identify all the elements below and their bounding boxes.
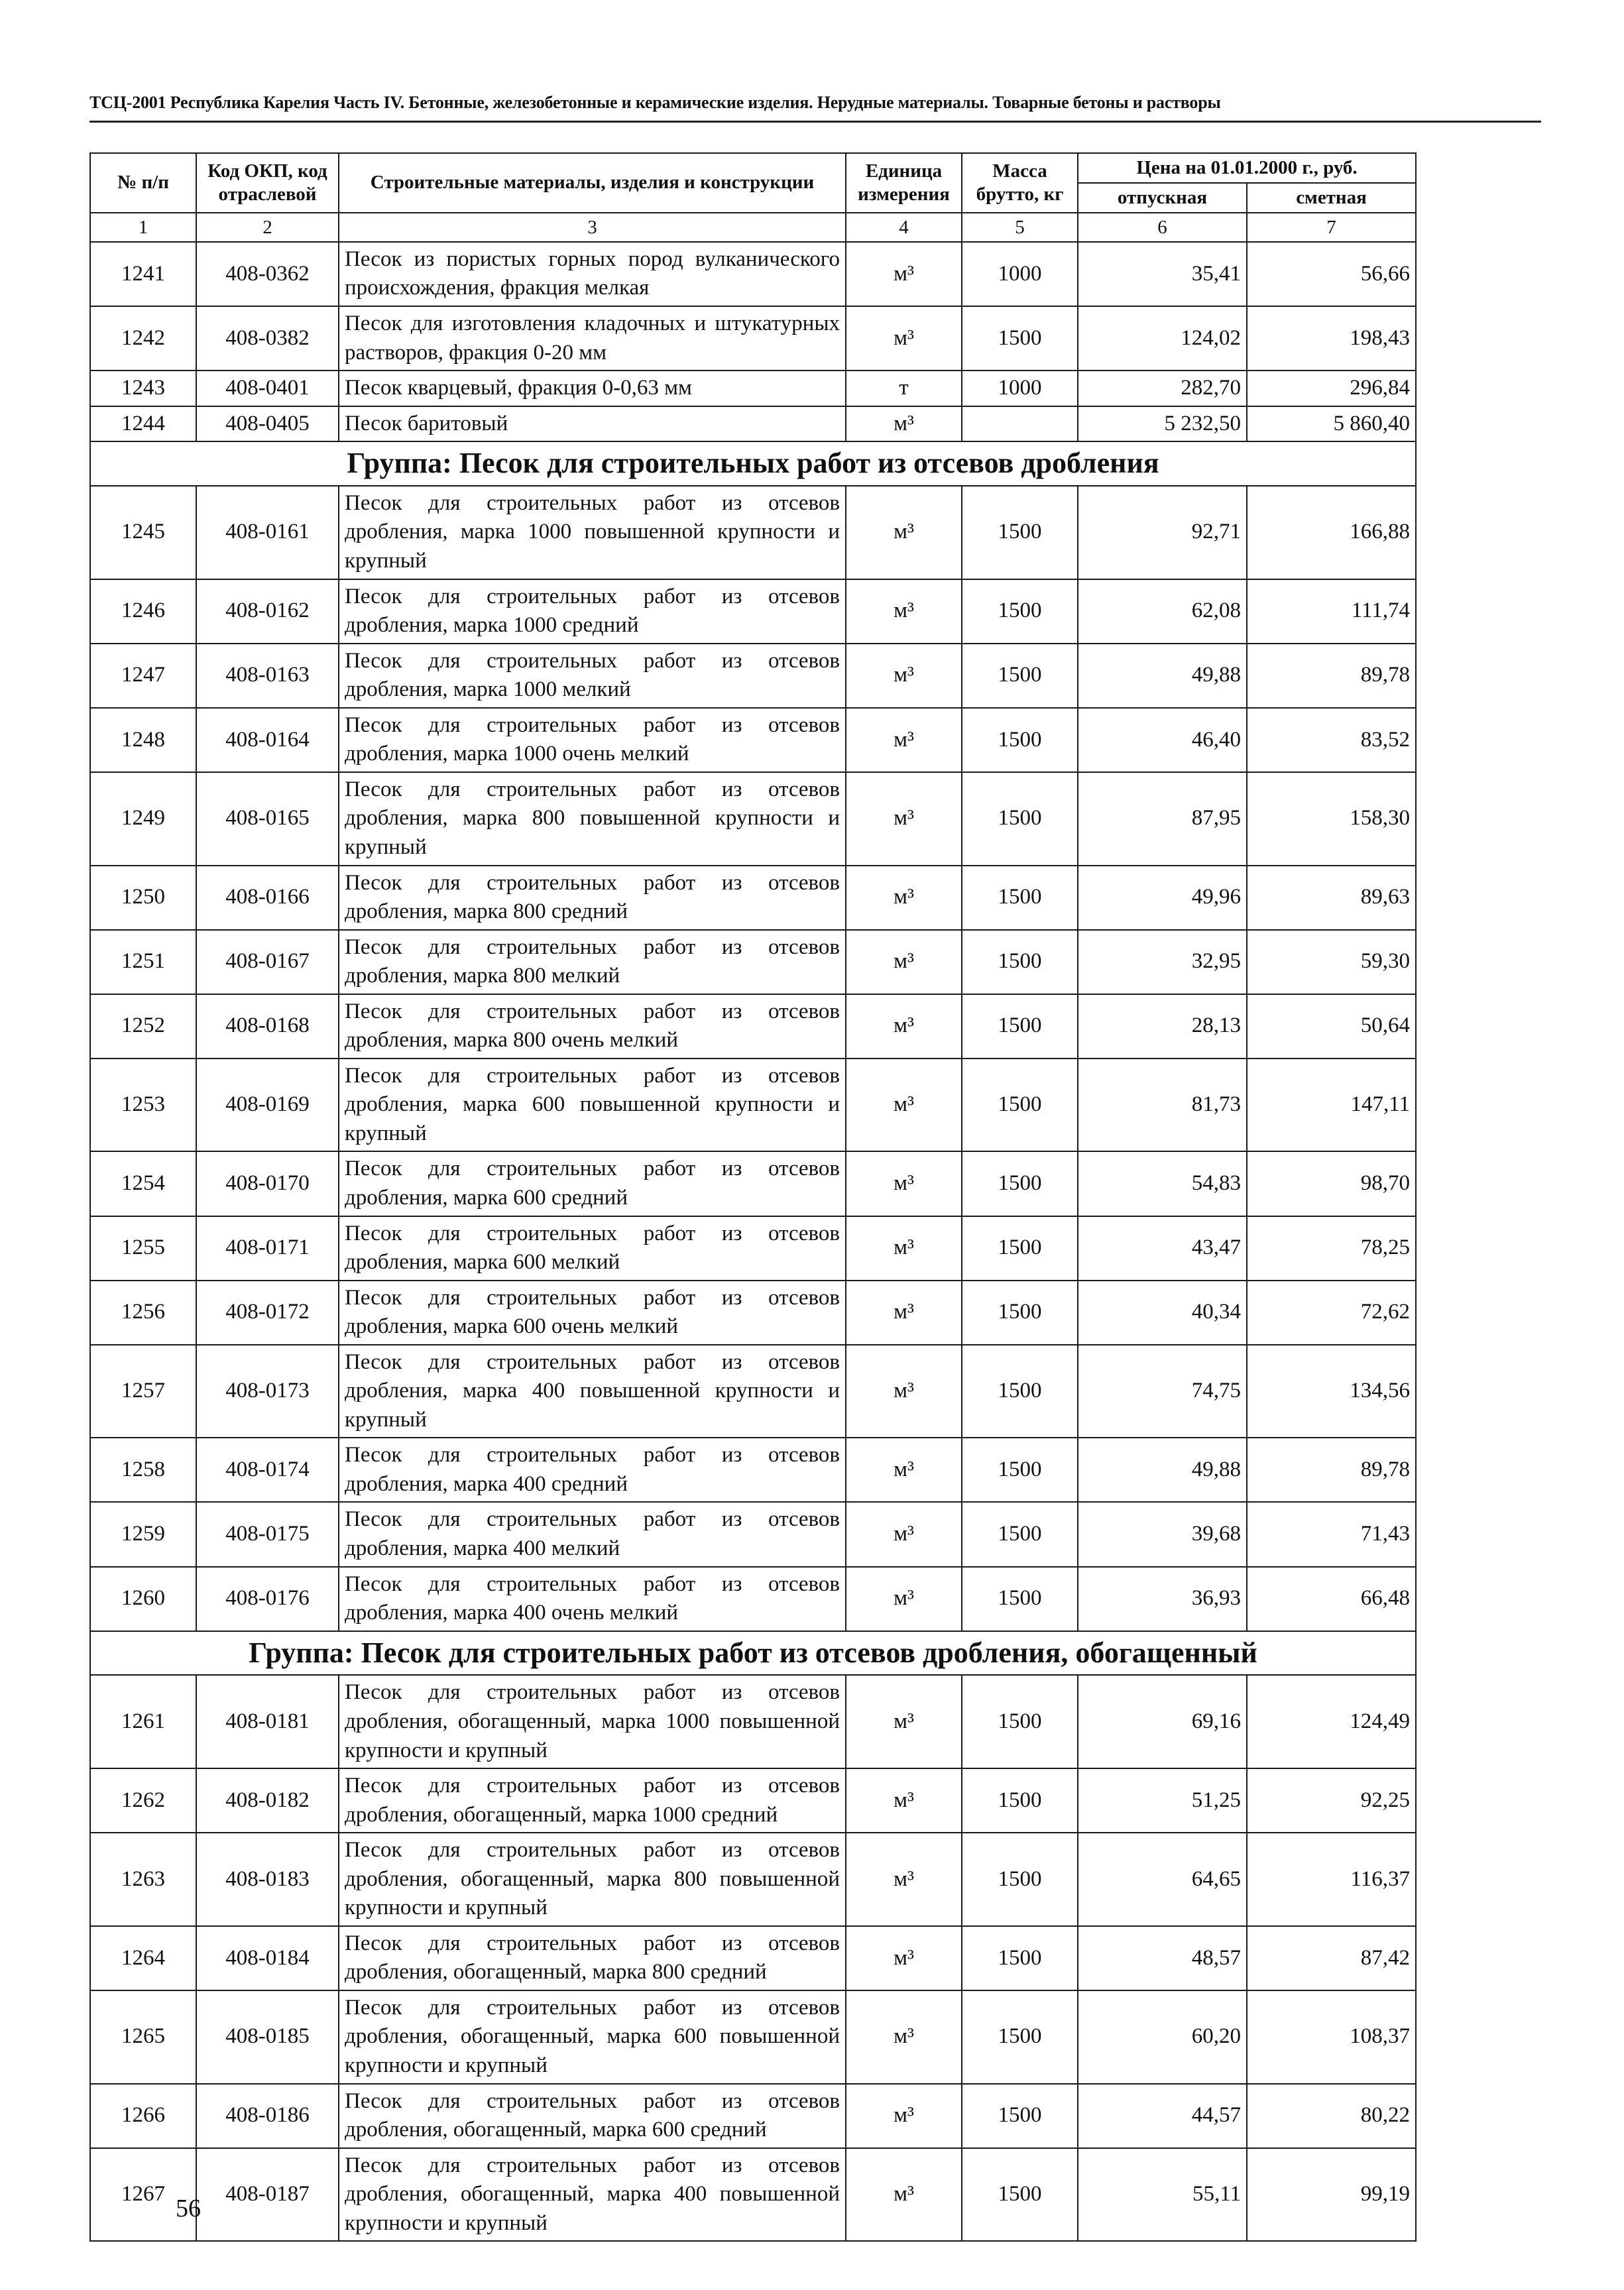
row-code: 408-0173: [196, 1345, 339, 1438]
column-index: 7: [1247, 213, 1416, 242]
header-unit: Единица измерения: [846, 153, 962, 213]
row-name: Песок для строительных работ из отсевов дробления, марка 400 очень мелкий: [339, 1567, 846, 1631]
row-estimate-price: 89,78: [1247, 1438, 1416, 1502]
group-title: Группа: Песок для строительных работ из отсевов дробления: [90, 441, 1416, 486]
row-estimate-price: 72,62: [1247, 1281, 1416, 1345]
row-number: 1262: [90, 1768, 196, 1833]
row-number: 1242: [90, 306, 196, 371]
row-estimate-price: 92,25: [1247, 1768, 1416, 1833]
row-number: 1241: [90, 242, 196, 306]
row-name: Песок для строительных работ из отсевов дробления, обогащенный, марка 800 повышенной крупности и крупный: [339, 1833, 846, 1926]
row-estimate-price: 87,42: [1247, 1926, 1416, 1990]
price-table: [89, 152, 1417, 2242]
table-row: [90, 1345, 1416, 1438]
row-number: 1247: [90, 644, 196, 708]
column-index: 3: [339, 213, 846, 242]
row-code: 408-0166: [196, 866, 339, 930]
row-release-price: 28,13: [1078, 994, 1247, 1059]
row-mass: 1500: [962, 1345, 1078, 1438]
row-release-price: 60,20: [1078, 1990, 1247, 2084]
column-index: 1: [90, 213, 196, 242]
row-estimate-price: 198,43: [1247, 306, 1416, 371]
row-code: 408-0401: [196, 371, 339, 406]
row-release-price: 46,40: [1078, 708, 1247, 772]
header-row-1: [90, 153, 1416, 183]
table-row: [90, 1768, 1416, 1833]
row-name: Песок для строительных работ из отсевов дробления, марка 1000 мелкий: [339, 644, 846, 708]
row-estimate-price: 99,19: [1247, 2148, 1416, 2242]
row-number: 1263: [90, 1833, 196, 1926]
row-release-price: 62,08: [1078, 579, 1247, 644]
header-num: № п/п: [90, 153, 196, 213]
row-estimate-price: 108,37: [1247, 1990, 1416, 2084]
row-unit: м³: [846, 1216, 962, 1281]
row-code: 408-0171: [196, 1216, 339, 1281]
row-unit: м³: [846, 1059, 962, 1152]
row-number: 1266: [90, 2084, 196, 2148]
table-row: [90, 2084, 1416, 2148]
row-name: Песок для строительных работ из отсевов дробления, марка 800 очень мелкий: [339, 994, 846, 1059]
row-estimate-price: 111,74: [1247, 579, 1416, 644]
row-mass: 1500: [962, 1833, 1078, 1926]
row-number: 1256: [90, 1281, 196, 1345]
row-release-price: 49,88: [1078, 644, 1247, 708]
row-code: 408-0168: [196, 994, 339, 1059]
row-unit: м³: [846, 1926, 962, 1990]
row-code: 408-0174: [196, 1438, 339, 1502]
column-index-row: [90, 213, 1416, 242]
header-release: отпускная: [1078, 183, 1247, 213]
header-name: Строительные материалы, изделия и конструкции: [339, 153, 846, 213]
row-unit: м³: [846, 579, 962, 644]
row-number: 1251: [90, 930, 196, 994]
row-mass: 1500: [962, 1990, 1078, 2084]
row-unit: м³: [846, 708, 962, 772]
table-row: [90, 1281, 1416, 1345]
row-mass: 1500: [962, 994, 1078, 1059]
row-mass: 1500: [962, 1281, 1078, 1345]
column-index: 5: [962, 213, 1078, 242]
header-estimate: сметная: [1247, 183, 1416, 213]
table-row: [90, 1059, 1416, 1152]
row-unit: м³: [846, 2148, 962, 2242]
row-name: Песок кварцевый, фракция 0-0,63 мм: [339, 371, 846, 406]
row-mass: 1500: [962, 1438, 1078, 1502]
row-release-price: 87,95: [1078, 772, 1247, 866]
row-code: 408-0382: [196, 306, 339, 371]
row-name: Песок для строительных работ из отсевов дробления, обогащенный, марка 800 средний: [339, 1926, 846, 1990]
row-unit: м³: [846, 1281, 962, 1345]
row-release-price: 124,02: [1078, 306, 1247, 371]
table-row: [90, 406, 1416, 442]
row-code: 408-0176: [196, 1567, 339, 1631]
row-code: 408-0164: [196, 708, 339, 772]
row-release-price: 51,25: [1078, 1768, 1247, 1833]
row-mass: 1500: [962, 1059, 1078, 1152]
row-estimate-price: 147,11: [1247, 1059, 1416, 1152]
row-unit: м³: [846, 1151, 962, 1216]
row-unit: т: [846, 371, 962, 406]
row-number: 1244: [90, 406, 196, 442]
header-rule: [89, 121, 1541, 123]
page-header: ТСЦ-2001 Республика Карелия Часть IV. Бетонные, железобетонные и керамические изделия. Нерудные материалы. Товарные бетоны и растворы: [89, 93, 1221, 112]
row-name: Песок баритовый: [339, 406, 846, 442]
row-name: Песок для строительных работ из отсевов дробления, марка 800 средний: [339, 866, 846, 930]
row-unit: м³: [846, 1567, 962, 1631]
row-release-price: 64,65: [1078, 1833, 1247, 1926]
table-row: [90, 486, 1416, 579]
row-code: 408-0172: [196, 1281, 339, 1345]
table-row: [90, 371, 1416, 406]
header-code: Код ОКП, код отраслевой: [196, 153, 339, 213]
column-index: 6: [1078, 213, 1247, 242]
row-name: Песок для строительных работ из отсевов дробления, марка 400 средний: [339, 1438, 846, 1502]
row-release-price: 55,11: [1078, 2148, 1247, 2242]
row-release-price: 40,34: [1078, 1281, 1247, 1345]
row-unit: м³: [846, 1675, 962, 1768]
table-row: [90, 1567, 1416, 1631]
row-unit: м³: [846, 1833, 962, 1926]
row-code: 408-0186: [196, 2084, 339, 2148]
row-name: Песок для строительных работ из отсевов дробления, марка 1000 очень мелкий: [339, 708, 846, 772]
row-code: 408-0183: [196, 1833, 339, 1926]
column-index: 2: [196, 213, 339, 242]
row-estimate-price: 78,25: [1247, 1216, 1416, 1281]
row-release-price: 43,47: [1078, 1216, 1247, 1281]
row-mass: 1500: [962, 772, 1078, 866]
row-number: 1249: [90, 772, 196, 866]
row-mass: 1500: [962, 708, 1078, 772]
table-row: [90, 1151, 1416, 1216]
row-name: Песок для строительных работ из отсевов дробления, марка 600 мелкий: [339, 1216, 846, 1281]
row-name: Песок для строительных работ из отсевов дробления, марка 600 средний: [339, 1151, 846, 1216]
row-release-price: 32,95: [1078, 930, 1247, 994]
row-estimate-price: 83,52: [1247, 708, 1416, 772]
group-row: [90, 1631, 1416, 1676]
row-release-price: 36,93: [1078, 1567, 1247, 1631]
row-estimate-price: 56,66: [1247, 242, 1416, 306]
row-estimate-price: 50,64: [1247, 994, 1416, 1059]
row-code: 408-0175: [196, 1502, 339, 1566]
row-number: 1245: [90, 486, 196, 579]
row-unit: м³: [846, 994, 962, 1059]
group-row: [90, 441, 1416, 486]
row-unit: м³: [846, 1345, 962, 1438]
row-code: 408-0181: [196, 1675, 339, 1768]
row-unit: м³: [846, 930, 962, 994]
row-code: 408-0182: [196, 1768, 339, 1833]
row-mass: 1500: [962, 1926, 1078, 1990]
row-mass: 1500: [962, 1151, 1078, 1216]
row-name: Песок для строительных работ из отсевов дробления, обогащенный, марка 400 повышенной крупности и крупный: [339, 2148, 846, 2242]
header-price-group: Цена на 01.01.2000 г., руб.: [1078, 153, 1416, 183]
row-number: 1255: [90, 1216, 196, 1281]
table-row: [90, 644, 1416, 708]
column-index: 4: [846, 213, 962, 242]
row-estimate-price: 296,84: [1247, 371, 1416, 406]
table-row: [90, 1502, 1416, 1566]
row-mass: 1500: [962, 579, 1078, 644]
row-estimate-price: 59,30: [1247, 930, 1416, 994]
table-row: [90, 1216, 1416, 1281]
row-number: 1259: [90, 1502, 196, 1566]
row-estimate-price: 166,88: [1247, 486, 1416, 579]
row-estimate-price: 66,48: [1247, 1567, 1416, 1631]
row-unit: м³: [846, 1502, 962, 1566]
row-mass: 1500: [962, 1675, 1078, 1768]
row-release-price: 74,75: [1078, 1345, 1247, 1438]
row-estimate-price: 5 860,40: [1247, 406, 1416, 442]
row-mass: 1500: [962, 1567, 1078, 1631]
header-mass: Масса брутто, кг: [962, 153, 1078, 213]
row-name: Песок для строительных работ из отсевов дробления, марка 1000 средний: [339, 579, 846, 644]
row-mass: 1500: [962, 644, 1078, 708]
row-number: 1248: [90, 708, 196, 772]
table-row: [90, 772, 1416, 866]
row-name: Песок для строительных работ из отсевов дробления, марка 800 мелкий: [339, 930, 846, 994]
row-unit: м³: [846, 1768, 962, 1833]
row-name: Песок для строительных работ из отсевов дробления, обогащенный, марка 1000 средний: [339, 1768, 846, 1833]
row-code: 408-0362: [196, 242, 339, 306]
row-mass: 1500: [962, 486, 1078, 579]
row-mass: 1500: [962, 930, 1078, 994]
row-name: Песок для строительных работ из отсевов дробления, марка 400 мелкий: [339, 1502, 846, 1566]
row-release-price: 49,88: [1078, 1438, 1247, 1502]
row-estimate-price: 89,78: [1247, 644, 1416, 708]
row-code: 408-0405: [196, 406, 339, 442]
row-mass: 1500: [962, 2148, 1078, 2242]
table-body: [90, 242, 1416, 2241]
row-unit: м³: [846, 772, 962, 866]
row-code: 408-0163: [196, 644, 339, 708]
row-release-price: 39,68: [1078, 1502, 1247, 1566]
row-name: Песок для строительных работ из отсевов дробления, марка 1000 повышенной крупности и крупный: [339, 486, 846, 579]
row-unit: м³: [846, 242, 962, 306]
row-unit: м³: [846, 406, 962, 442]
row-number: 1254: [90, 1151, 196, 1216]
row-code: 408-0185: [196, 1990, 339, 2084]
row-estimate-price: 98,70: [1247, 1151, 1416, 1216]
row-mass: 1500: [962, 1768, 1078, 1833]
table-row: [90, 1990, 1416, 2084]
page-number: 56: [176, 2195, 201, 2222]
row-mass: 1500: [962, 2084, 1078, 2148]
row-mass: 1500: [962, 306, 1078, 371]
row-unit: м³: [846, 1990, 962, 2084]
row-code: 408-0187: [196, 2148, 339, 2242]
row-number: 1260: [90, 1567, 196, 1631]
row-code: 408-0161: [196, 486, 339, 579]
row-release-price: 35,41: [1078, 242, 1247, 306]
table-row: [90, 242, 1416, 306]
row-name: Песок для строительных работ из отсевов дробления, обогащенный, марка 600 повышенной крупности и крупный: [339, 1990, 846, 2084]
row-release-price: 282,70: [1078, 371, 1247, 406]
row-code: 408-0170: [196, 1151, 339, 1216]
row-unit: м³: [846, 2084, 962, 2148]
row-mass: 1500: [962, 1216, 1078, 1281]
row-estimate-price: 134,56: [1247, 1345, 1416, 1438]
row-code: 408-0184: [196, 1926, 339, 1990]
row-unit: м³: [846, 306, 962, 371]
row-number: 1267: [90, 2148, 196, 2242]
row-unit: м³: [846, 644, 962, 708]
table-row: [90, 866, 1416, 930]
row-name: Песок для строительных работ из отсевов дробления, марка 600 очень мелкий: [339, 1281, 846, 1345]
table-row: [90, 1833, 1416, 1926]
row-estimate-price: 124,49: [1247, 1675, 1416, 1768]
table-row: [90, 994, 1416, 1059]
row-release-price: 49,96: [1078, 866, 1247, 930]
row-number: 1261: [90, 1675, 196, 1768]
table-row: [90, 930, 1416, 994]
group-title: Группа: Песок для строительных работ из отсевов дробления, обогащенный: [90, 1631, 1416, 1676]
row-number: 1257: [90, 1345, 196, 1438]
row-name: Песок для строительных работ из отсевов дробления, марка 800 повышенной крупности и крупный: [339, 772, 846, 866]
row-name: Песок для строительных работ из отсевов дробления, марка 400 повышенной крупности и крупный: [339, 1345, 846, 1438]
row-mass: 1500: [962, 1502, 1078, 1566]
row-code: 408-0167: [196, 930, 339, 994]
row-number: 1258: [90, 1438, 196, 1502]
row-estimate-price: 158,30: [1247, 772, 1416, 866]
row-release-price: 81,73: [1078, 1059, 1247, 1152]
row-number: 1253: [90, 1059, 196, 1152]
row-estimate-price: 80,22: [1247, 2084, 1416, 2148]
row-number: 1243: [90, 371, 196, 406]
row-unit: м³: [846, 866, 962, 930]
row-release-price: 54,83: [1078, 1151, 1247, 1216]
row-number: 1265: [90, 1990, 196, 2084]
table-row: [90, 579, 1416, 644]
row-name: Песок для строительных работ из отсевов дробления, обогащенный, марка 600 средний: [339, 2084, 846, 2148]
row-mass: 1500: [962, 866, 1078, 930]
table-row: [90, 2148, 1416, 2242]
row-code: 408-0169: [196, 1059, 339, 1152]
row-name: Песок для строительных работ из отсевов дробления, обогащенный, марка 1000 повышенной крупности и крупный: [339, 1675, 846, 1768]
row-release-price: 48,57: [1078, 1926, 1247, 1990]
row-estimate-price: 116,37: [1247, 1833, 1416, 1926]
row-mass: [962, 406, 1078, 442]
table-row: [90, 1438, 1416, 1502]
row-release-price: 69,16: [1078, 1675, 1247, 1768]
row-release-price: 44,57: [1078, 2084, 1247, 2148]
row-release-price: 92,71: [1078, 486, 1247, 579]
table-row: [90, 1675, 1416, 1768]
table-row: [90, 708, 1416, 772]
row-number: 1264: [90, 1926, 196, 1990]
row-release-price: 5 232,50: [1078, 406, 1247, 442]
row-unit: м³: [846, 1438, 962, 1502]
table-row: [90, 306, 1416, 371]
row-name: Песок из пористых горных пород вулканического происхождения, фракция мелкая: [339, 242, 846, 306]
row-unit: м³: [846, 486, 962, 579]
row-number: 1250: [90, 866, 196, 930]
row-number: 1246: [90, 579, 196, 644]
row-code: 408-0162: [196, 579, 339, 644]
table-row: [90, 1926, 1416, 1990]
row-mass: 1000: [962, 242, 1078, 306]
row-number: 1252: [90, 994, 196, 1059]
row-name: Песок для изготовления кладочных и штукатурных растворов, фракция 0-20 мм: [339, 306, 846, 371]
row-code: 408-0165: [196, 772, 339, 866]
row-estimate-price: 89,63: [1247, 866, 1416, 930]
row-name: Песок для строительных работ из отсевов дробления, марка 600 повышенной крупности и крупный: [339, 1059, 846, 1152]
row-mass: 1000: [962, 371, 1078, 406]
row-estimate-price: 71,43: [1247, 1502, 1416, 1566]
